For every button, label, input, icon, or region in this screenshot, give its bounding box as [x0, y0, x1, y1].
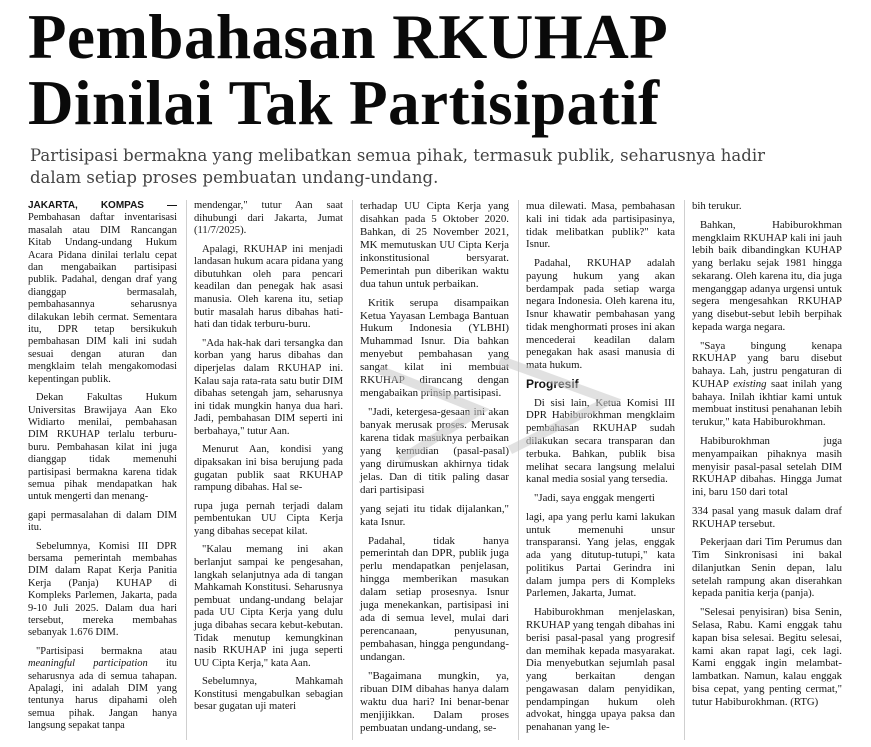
paragraph-text: itu seharusnya ada di semua tahapan. Apalagi, ini adalah DIM yang tentunya harus dipahami oleh semua pihak. Jangan hanya langsung sepakat tanpa — [28, 658, 177, 732]
paragraph: Habiburokhman juga menyampaikan pihaknya masih menyisir pasal-pasal setelah DIM RKUHAP dibahas. Hingga Jumat ini, baru 150 dari total — [692, 435, 842, 499]
paragraph: rupa juga pernah terjadi dalam pembentukan UU Cipta Kerja yang dibahas secepat kilat. — [194, 500, 343, 537]
article-column-2 — [194, 200, 343, 720]
paragraph: "Bagaimana mungkin, ya, ribuan DIM dibahas hanya dalam waktu dua hari? Ini benar-benar menjijikkan. Dalam proses pembuatan undang-undang, se- — [360, 669, 509, 734]
paragraph — [692, 340, 842, 429]
column-divider — [186, 200, 187, 740]
headline-line-2: Dinilai Tak Partisipatif — [28, 68, 660, 138]
article-column-3 — [360, 200, 509, 741]
paragraph: Habiburokhman menjelaskan, RKUHAP yang tengah dibahas ini berisi pasal-pasal yang progresif dan memihak kepada masyarakat. Dia menyebutkan sejumlah pasal yang berkaitan dengan pengawasan dalam penyidikan, pendampingan hukum oleh advokat, hingga upaya paksa dan penahanan yang le- — [526, 606, 675, 734]
paragraph-text: "Selesai penyisiran) bisa Senin, Selasa, Rabu. Kami enggak tahu kapan bisa selesai. Begitu selesai, kami akan rapat lagi, cek lagi. Kami enggak ingin melambat-lambatkan. Namun, kalau enggak bisa cepat, yang penting cermat," tutur Habiburokhman. — [692, 606, 842, 708]
paragraph: mua dilewati. Masa, pembahasan kali ini tidak ada partisipasinya, tidak melibatkan publik?" kata Isnur. — [526, 200, 675, 251]
paragraph: "Jadi, ketergesa-gesaan ini akan banyak merusak proses. Merusak karena tidak masuknya perbaikan yang kemudian (pasal-pasal) yang dirumuskan akhirnya tidak jelas. Dan di titik paling dasar dari partisipasi — [360, 406, 509, 496]
paragraph — [28, 646, 177, 733]
italic-term: existing — [733, 377, 767, 390]
paragraph — [28, 200, 177, 386]
paragraph: "Jadi, saya enggak mengerti — [534, 492, 655, 505]
paragraph: bih terukur. — [692, 200, 742, 212]
paragraph: mendengar," tutur Aan saat dihubungi dari Jakarta, Jumat (11/7/2025). — [194, 200, 343, 237]
paragraph: Menurut Aan, kondisi yang dipaksakan ini bisa berujung pada gugatan publik saat RKUHAP rampung dibahas. Hal se- — [194, 444, 343, 494]
paragraph: "Ada hak-hak dari tersangka dan korban yang harus dibahas dan diperjelas dalam RKUHAP ini. Kalau saja rata-rata satu butir DIM dibahas setengah jam, seharusnya ini tidak mungkin hanya dua hari. Jadi, pembahasan DIM seperti ini berbahaya," tutur Aan. — [194, 337, 343, 437]
paragraph: gapi permasalahan di dalam DIM itu. — [28, 509, 177, 534]
column-divider — [518, 200, 519, 740]
paragraph: Sebelumnya, Komisi III DPR bersama pemerintah membahas DIM dalam Rapat Kerja Panitia Kerja (Panja) KUHAP di Kompleks Parlemen, Jakarta, pada 9-10 Juli 2025. Dalam dua hari tersebut, mereka membahas sebanyak 1.676 DIM. — [28, 540, 177, 639]
paragraph: Bahkan, Habiburokhman mengklaim RKUHAP kali ini jauh lebih baik dibandingkan KUHAP yang berlaku sejak 1981 hingga sekarang. Oleh karena itu, dia juga menganggap adanya urgensi untuk segera mengesahkan RKUHAP yang disebut-sebut lebih berpihak kepada warga negara. — [692, 218, 842, 333]
standfirst-line-2: dalam setiap proses pembuatan undang-undang. — [30, 168, 439, 187]
paragraph: lagi, apa yang perlu kami lakukan untuk memenuhi unsur transparansi. Yang jelas, enggak ada yang ditutup-tutupi," kata politikus Partai Gerindra ini dalam jumpa pers di Kompleks Parlemen, Jakarta, Jumat. — [526, 510, 675, 600]
headline — [28, 4, 668, 136]
headline-line-1: Pembahasan RKUHAP — [28, 2, 669, 72]
paragraph: Padahal, RKUHAP adalah payung hukum yang akan berdampak pada setiap warga negara Indonesia. Oleh karena itu, Isnur khawatir pembahasan yang tidak menghormati proses ini akan mencederai keadilan dalam penegakan hak asasi manusia di mata hukum. — [526, 257, 675, 372]
paragraph-text: "Partisipasi bermakna atau — [36, 645, 177, 657]
column-divider — [352, 200, 353, 740]
column-divider — [684, 200, 685, 740]
paragraph: terhadap UU Cipta Kerja yang disahkan pada 5 Oktober 2020. Bahkan, di 25 November 2021, MK memutuskan UU Cipta Kerja inkonstitusional bersyarat. Pemerintah pun diberikan waktu dua tahun untuk perbaikan. — [360, 200, 509, 290]
paragraph: Dekan Fakultas Hukum Universitas Brawijaya Aan Eko Widiarto menilai, pembahasan DIM RKUHAP terlalu terburu-buru. Pembahasan kilat ini juga dianggap tidak memenuhi partisipasi bermakna karena tidak semua pihak mendapatkan hak untuk mengerti dan menang- — [28, 392, 177, 503]
article-column-1 — [28, 200, 177, 739]
italic-term: meaningful participation — [28, 658, 148, 670]
standfirst-line-1: Partisipasi bermakna yang melibatkan semua pihak, termasuk publik, seharusnya hadir — [30, 146, 765, 165]
paragraph: Di sisi lain, Ketua Komisi III DPR Habiburokhman mengklaim pembahasan RKUHAP sudah dilakukan secara transparan dan terbuka. Bahkan, publik bisa melihat secara langsung melalui kanal media sosial yang tersedia. — [526, 396, 675, 486]
paragraph-text: saat inilah yang bahaya. Inilah ikhtiar kami untuk membuat institusi penahanan lebih terukur," kata Habiburokhman. — [692, 377, 843, 429]
paragraph — [692, 606, 842, 708]
section-subhead: Progresif — [526, 376, 579, 391]
dateline: JAKARTA, KOMPAS — — [28, 200, 177, 211]
paragraph-text: "Saya bingung kenapa RKUHAP yang baru disebut bahaya. Lah, justru pengaturan di KUHAP — [692, 339, 842, 390]
standfirst — [30, 145, 850, 189]
paragraph: Padahal, tidak hanya pemerintah dan DPR, publik juga perlu mendapatkan penjelasan, hingga memberikan masukan dalam setiap prosesnya. Isnur juga menekankan, partisipasi ini ada di semua level, mulai dari perencanaan, penyusunan, pembahasan, hingga pengundang-undangan. — [360, 534, 509, 663]
paragraph: "Kalau memang ini akan berlanjut sampai ke pengesahan, langkah selanjutnya ada di tangan Mahkamah Konstitusi. Seharusnya pembuat undang-undang belajar pada UU Cipta Kerja yang dulu juga dibahas secara kebut-kebutan. Tidak menutup kemungkinan nasib RKUHAP ini juga seperti UU Cipta Kerja," kata Aan. — [194, 544, 343, 669]
paragraph: Sebelumnya, Mahkamah Konstitusi mengabulkan sebagian besar gugatan uji materi — [194, 676, 343, 713]
reporter-initials: (RTG) — [790, 695, 819, 708]
paragraph: Apalagi, RKUHAP ini menjadi landasan hukum acara pidana yang dibutuhkan oleh para pencari keadilan dan penegak hak asasi manusia. Oleh karena itu, setiap butir masalah harus dibahas hati-hati dan tidak terburu-buru. — [194, 243, 343, 331]
paragraph: yang sejati itu tidak dijalankan," kata Isnur. — [360, 502, 509, 528]
paragraph: Pekerjaan dari Tim Perumus dan Tim Sinkronisasi ini bakal dilanjutkan Senin depan, lalu setelah rampung akan diserahkan kepada panitia kerja (panja). — [692, 536, 842, 600]
article-column-5 — [692, 200, 842, 714]
paragraph: Kritik serupa disampaikan Ketua Yayasan Lembaga Bantuan Hukum Indonesia (YLBHI) Muhammad Isnur. Dia bahkan menyebut pembahasan yang sangat kilat ini membuat RKUHAP dirancang dengan mengabaikan prinsip partisipasi. — [360, 296, 509, 400]
paragraph: 334 pasal yang masuk dalam draf RKUHAP tersebut. — [692, 504, 842, 530]
article-column-4 — [526, 200, 675, 740]
paragraph-text: Pembahasan daftar inventarisasi masalah atau DIM Rancangan Kitab Undang-undang Hukum Acara Pidana dinilai terlalu cepat dan mengabaikan partisipasi publik. Padahal, dengan draf yang dianggap bermasalah, pembahasannya seharusnya dilakukan lebih cermat. Sementara itu, DPR tetap bersikukuh pembahasan DIM kali ini sudah sesuai dengan aturan dan mengklaim telah mengakomodasi kepentingan publik. — [28, 212, 177, 385]
